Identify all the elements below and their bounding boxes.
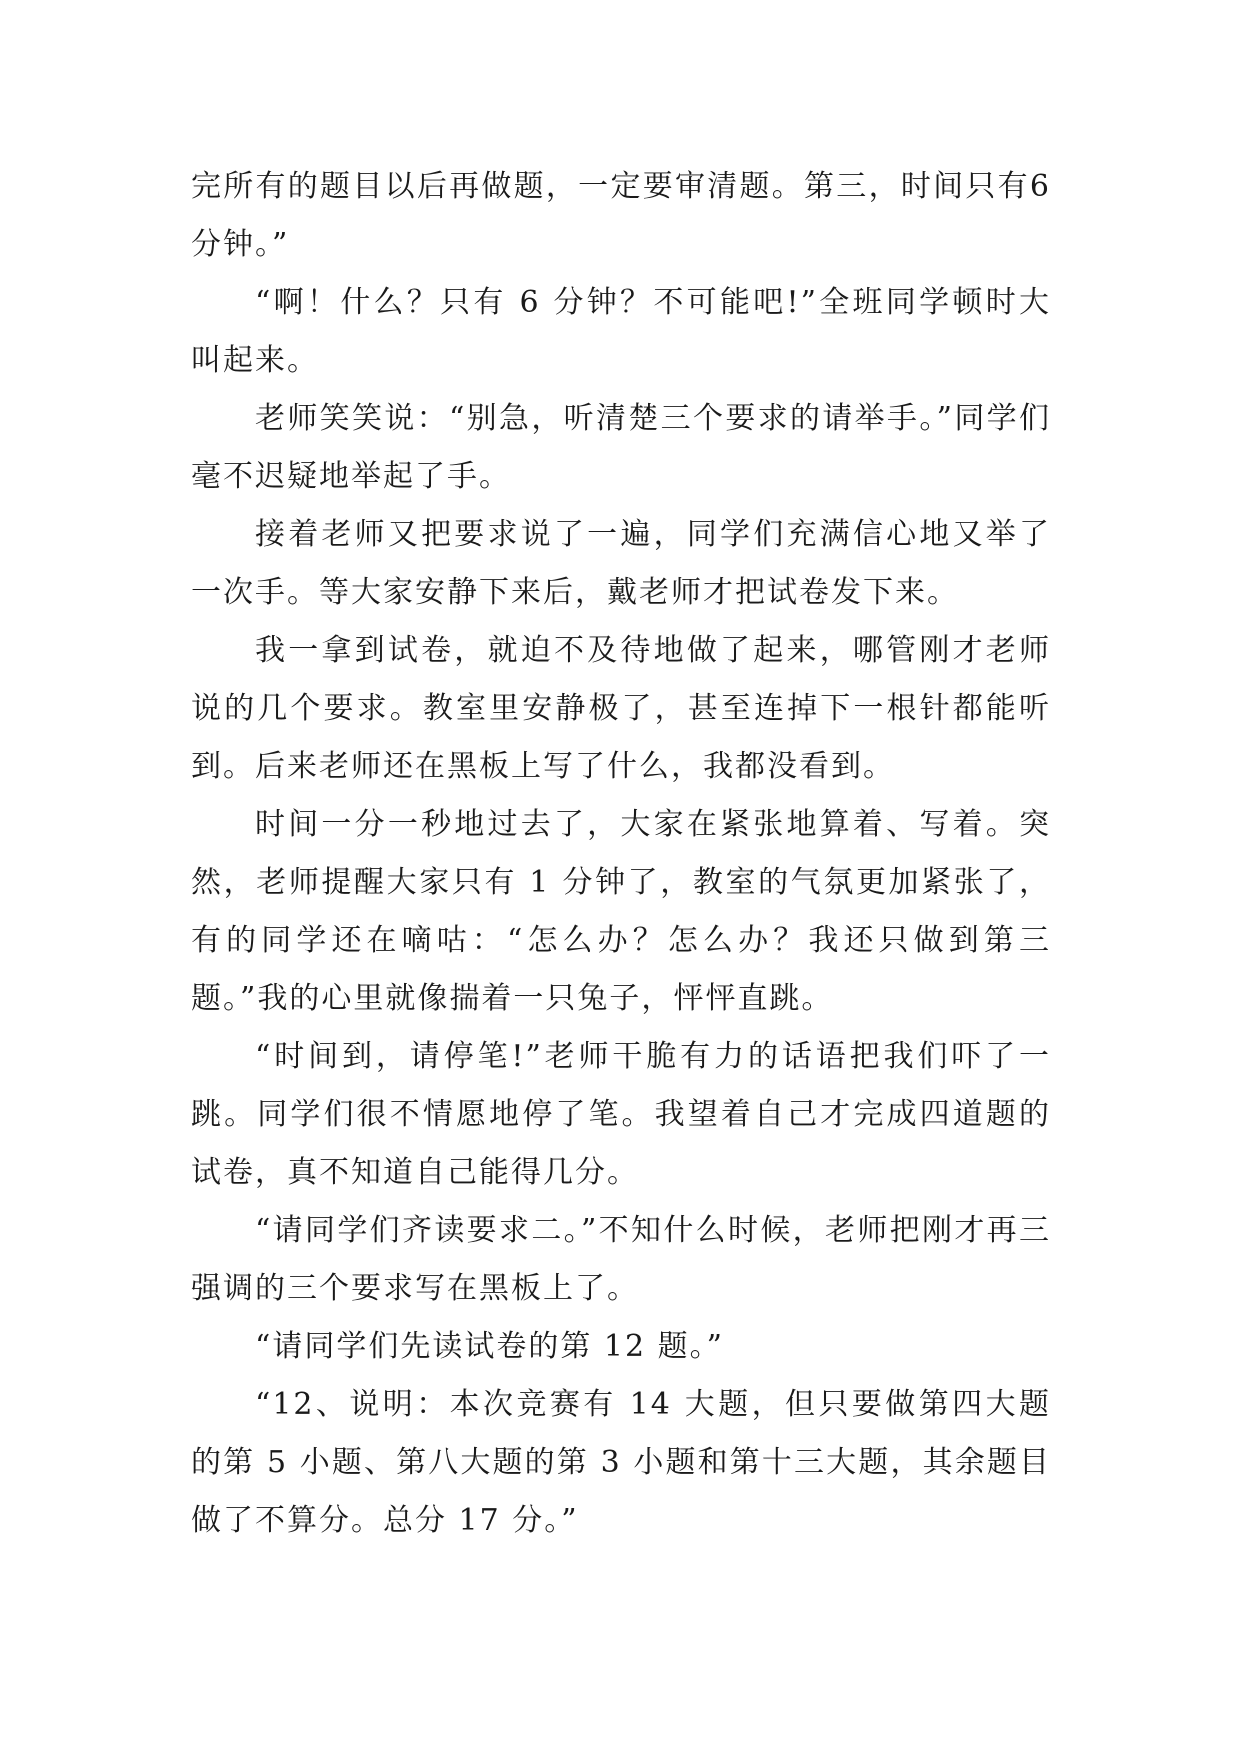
paragraph: “请同学们齐读要求二。”不知什么时候，老师把刚才再三强调的三个要求写在黑板上了。 xyxy=(191,1213,1051,1306)
paragraph: 老师笑笑说：“别急，听清楚三个要求的请举手。”同学们毫不迟疑地举起了手。 xyxy=(191,401,1051,494)
paragraph: 完所有的题目以后再做题，一定要审清题。第三，时间只有6 分钟。” xyxy=(191,169,1051,262)
paragraph: “请同学们先读试卷的第 12 题。” xyxy=(255,1329,724,1364)
paragraph: 我一拿到试卷，就迫不及待地做了起来，哪管刚才老师说的几个要求。教室里安静极了，甚至连掉下一根针都能听到。后来老师还在黑板上写了什么，我都没看到。 xyxy=(191,633,1051,784)
paragraph: “12、说明：本次竞赛有 14 大题，但只要做第四大题的第 5 小题、第八大题的第 3 小题和第十三大题，其余题目做了不算分。总分 17 分。” xyxy=(191,1387,1051,1538)
paragraph: 接着老师又把要求说了一遍，同学们充满信心地又举了一次手。等大家安静下来后，戴老师才把试卷发下来。 xyxy=(191,517,1051,610)
paragraph: “啊！什么？只有 6 分钟？不可能吧!”全班同学顿时大叫起来。 xyxy=(191,285,1051,378)
paragraph: “时间到，请停笔!”老师干脆有力的话语把我们吓了一跳。同学们很不情愿地停了笔。我望着自己才完成四道题的试卷，真不知道自己能得几分。 xyxy=(191,1039,1051,1190)
paragraph: 时间一分一秒地过去了，大家在紧张地算着、写着。突然，老师提醒大家只有 1 分钟了，教室的气氛更加紧张了，有的同学还在嘀咕：“怎么办？怎么办？我还只做到第三题。”我的心里就像揣着一只兔子，怦怦直跳。 xyxy=(191,807,1051,1016)
body-text xyxy=(191,158,1051,1550)
